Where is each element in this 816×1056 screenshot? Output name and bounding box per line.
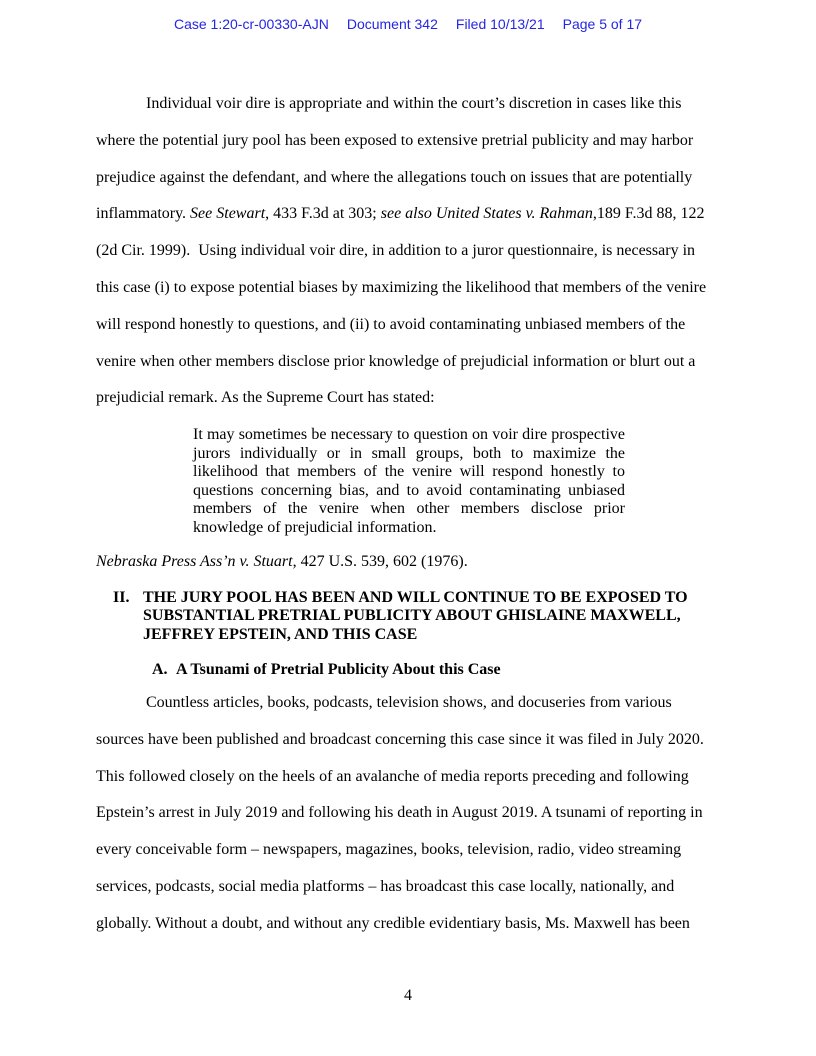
citation-nebraska-press [96,544,712,581]
citation-see-also-rahman: see also United States v. Rahman [380,205,593,223]
paragraph-voir-dire [96,86,712,417]
citation-see-stewart: See Stewart [190,205,266,223]
text-run: ,189 F.3d 88, 122 (2d Cir. 1999). Using individual voir dire, in addition to a juror questionnaire, is necessary in this case (i) to expose potential biases by maximizing the likelihood that members of the venire will respond honestly to questions, and (ii) to avoid contaminating unbiased members of the venire when other members disclose prior knowledge of prejudicial information or blurt out a prejudicial remark. As the Supreme Court has stated: [96,205,711,407]
filed-date: Filed 10/13/21 [455,16,545,32]
subsection-number: A. [152,660,168,678]
document-body [96,86,712,943]
citation-reporter: , 427 U.S. 539, 602 (1976). [292,553,468,571]
ecf-header-stamp [0,16,816,32]
supreme-court-block-quote: It may sometimes be necessary to question on voir dire prospective jurors individually or in small groups, both to maximize the likelihood that members of the venire will respond honestly to questions concerning bias, and to avoid contaminating unbiased members of the venire when other members disclose prior knowledge of prejudicial information. [193,426,629,536]
document-number: Document 342 [346,16,438,32]
subsection-title: A Tsunami of Pretrial Publicity About this Case [176,660,501,678]
section-title: THE JURY POOL HAS BEEN AND WILL CONTINUE TO BE EXPOSED TO SUBSTANTIAL PRETRIAL PUBLICITY ABOUT GHISLAINE MAXWELL, JEFFREY EPSTEIN, AND THIS CASE [143,588,688,643]
section-number: II. [113,588,130,606]
page-indicator: Page 5 of 17 [562,16,643,32]
case-name: Nebraska Press Ass’n v. Stuart [96,553,293,571]
case-number: Case 1:20-cr-00330-AJN [173,16,329,32]
page-number-footer: 4 [404,986,412,1004]
text-run: , 433 F.3d at 303; [265,205,381,223]
section-heading-2 [113,589,712,645]
text-run: Individual voir dire is appropriate and within the court’s discretion in cases like this where the potential jury pool has been exposed to extensive pretrial publicity and may harbor prejudice against the defendant, and where the allegations touch on issues that are potentially inflammatory. [96,95,698,223]
paragraph-pretrial-publicity: Countless articles, books, podcasts, television shows, and docuseries from various sources have been published and broadcast concerning this case since it was filed in July 2020. This followed closely on the heels of an avalanche of media reports preceding and following Epstein’s arrest in July 2019 and following his death in August 2019. A tsunami of reporting in every conceivable form – newspapers, magazines, books, television, radio, video streaming services, podcasts, social media platforms – has broadcast this case locally, nationally, and globally. Without a doubt, and without any credible evidentiary basis, Ms. Maxwell has been [96,694,708,932]
subsection-heading-a [152,661,712,680]
